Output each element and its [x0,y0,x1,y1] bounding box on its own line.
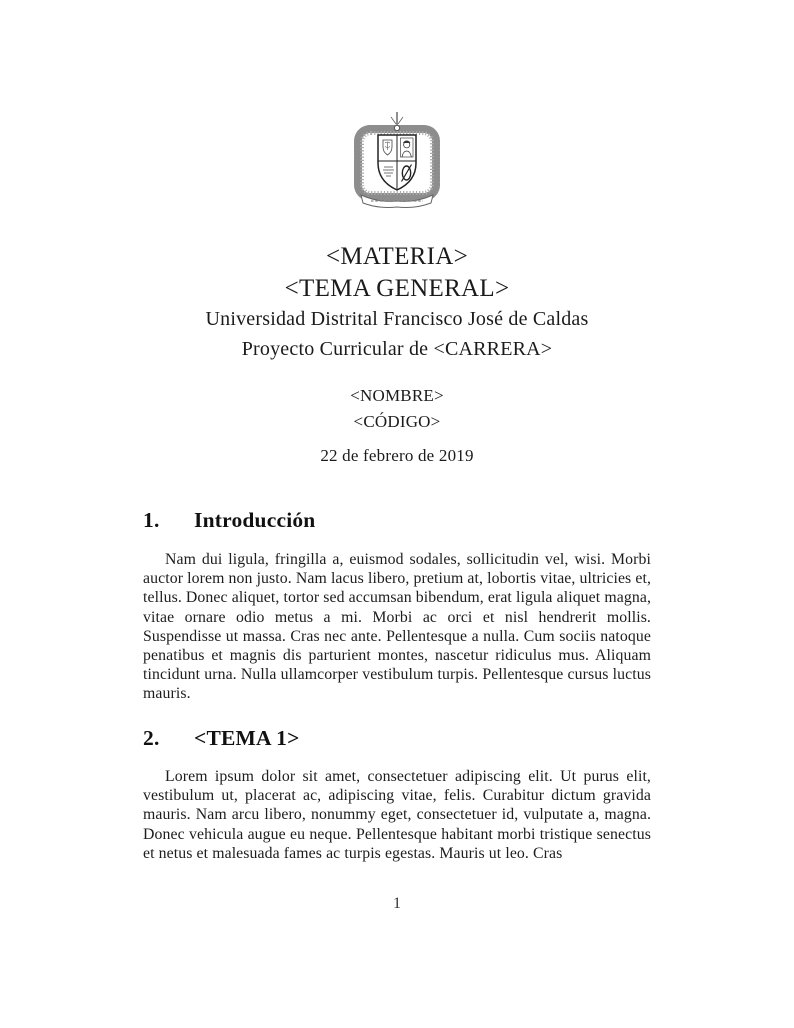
author-nombre: <NOMBRE> [350,386,444,405]
university-crest-icon [349,111,445,215]
section-heading-introduccion [143,508,651,533]
section-title: Introducción [194,508,316,532]
document-title-universidad: Universidad Distrital Francisco José de Caldas [205,308,589,330]
section-heading-tema-1 [143,726,651,751]
section-title: <TEMA 1> [194,726,300,750]
university-crest-logo [349,111,445,215]
document-date: 22 de febrero de 2019 [320,446,474,465]
author-codigo: <CÓDIGO> [353,412,441,431]
document-title-materia: <MATERIA> [325,243,468,270]
document-title-tema-general: <TEMA GENERAL> [284,275,510,302]
section-2-paragraph: Lorem ipsum dolor sit amet, consectetuer adipiscing elit. Ut purus elit, vestibulum ut, placerat ac, adipiscing vitae, felis. Curabitur dictum gravida mauris. Nam arcu libero, nonummy eget, consectetuer id, vulputate a, magna. Donec vehicula augue eu neque. Pellentesque habitant morbi tristique senectus et netus et malesuada fames ac turpis egestas. Mauris ut leo. Cras [143,768,651,862]
section-number: 1. [143,508,160,532]
page-number: 1 [393,895,401,912]
document-title-proyecto: Proyecto Curricular de <CARRERA> [241,337,553,360]
section-number: 2. [143,726,160,750]
title-block [0,241,794,364]
author-block [0,383,794,435]
section-1-paragraph: Nam dui ligula, fringilla a, euismod sodales, sollicitudin vel, wisi. Morbi auctor lorem non justo. Nam lacus libero, pretium at, lobortis vitae, ultricies et, tellus. Donec aliquet, tortor sed accumsan bibendum, erat ligula aliquet magna, vitae ornare odio metus a mi. Morbi ac orci et nisl hendrerit mollis. Suspendisse ut massa. Cras nec ante. Pellentesque a nulla. Cum sociis natoque penatibus et magnis dis parturient montes, nascetur ridiculus mus. Aliquam tincidunt urna. Nulla ullamcorper vestibulum turpis. Pellentesque cursus luctus mauris. [143,551,651,703]
